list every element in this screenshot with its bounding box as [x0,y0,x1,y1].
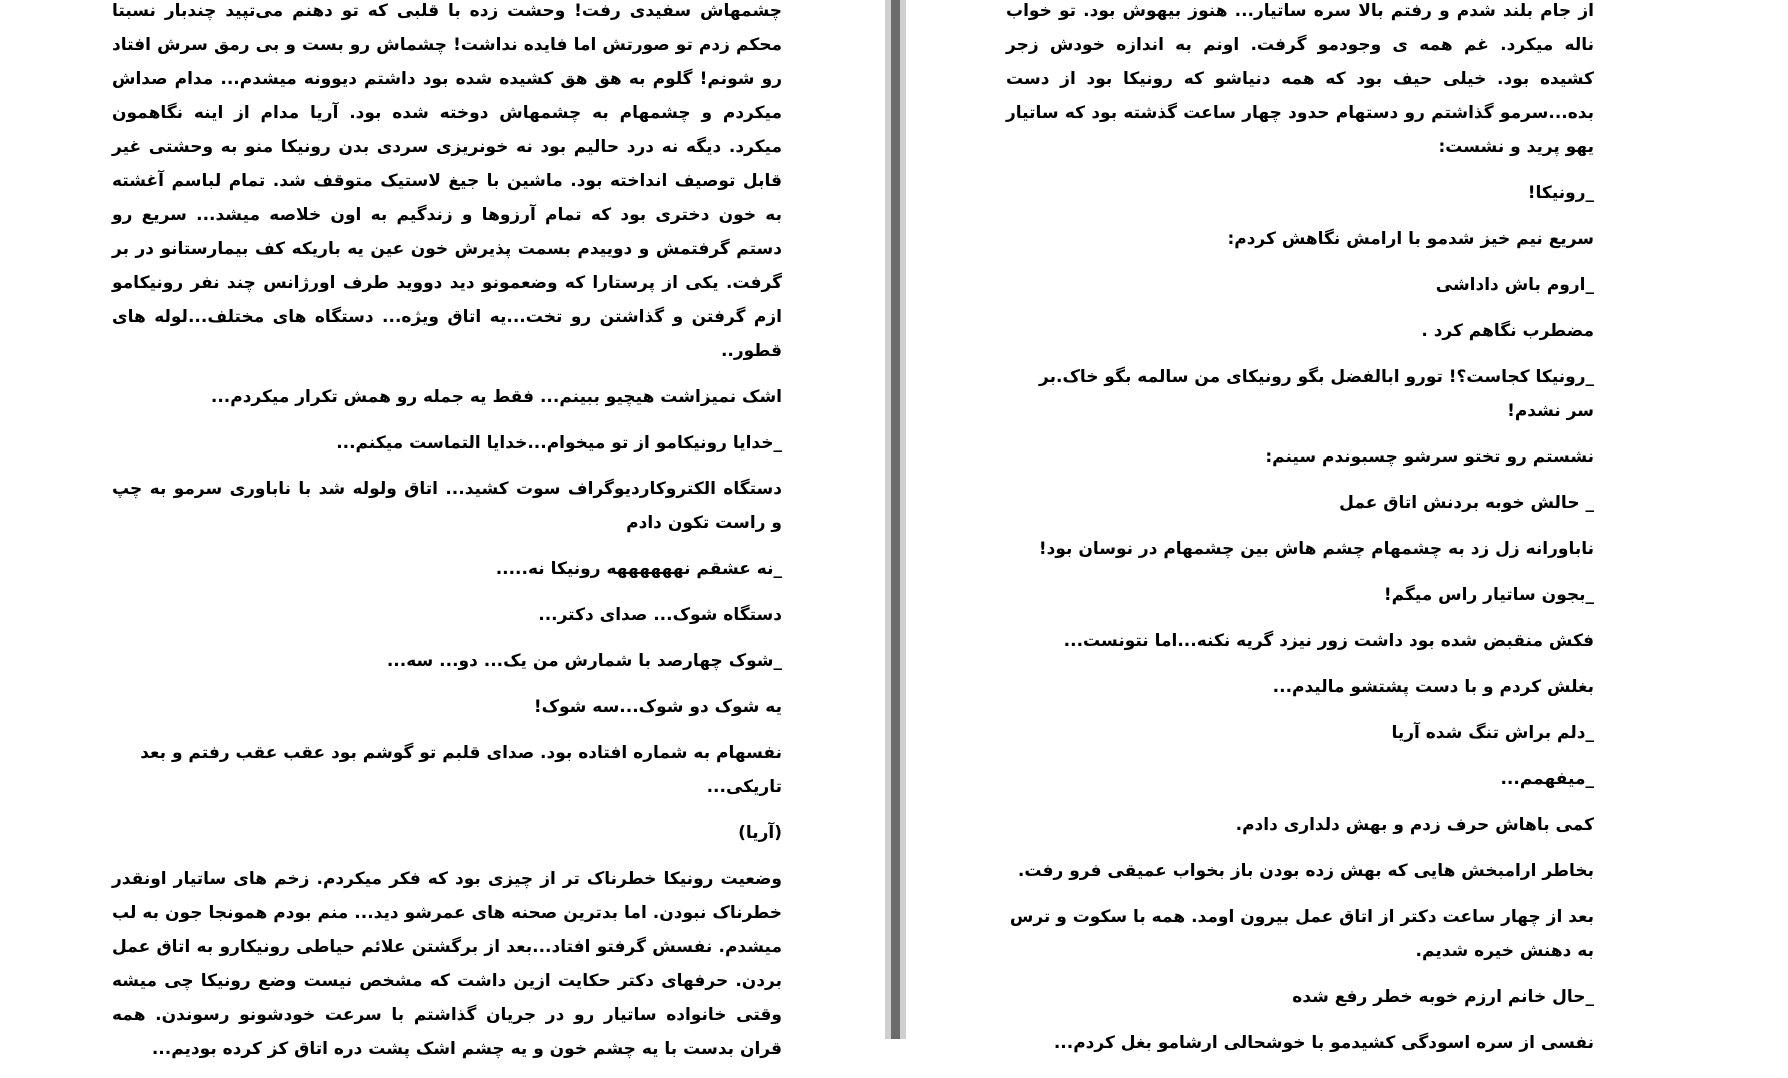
paragraph: _میفهمم... [1500,769,1594,789]
paragraph: وضعیت رونیکا خطرناک تر از چیزی بود که فکر میکردم. زخم های ساتیار اونقدر خطرناک نبودن. اما بدترین صحنه های عمرشو دید... منم بودم همونجا جون به لب میشدم. نفسش گرفتو افتاد...بعد از برگشتن علائم حیاطی رونیکارو به اتاق عمل بردن. حرفهای دکتر حکایت ازین داشت که مشخص نیست وضع رونیکا چی میشه وقتی خانواده ساتیار رو در جریان گذاشتم با سرعت خودشونو رسوندن. همه قران بدست با یه چشم خون و یه چشم اشک پشت دره اتاق کز کرده بودیم... [112,869,782,1059]
paragraph: _اروم باش داداشی [1435,275,1594,295]
paragraph: سریع نیم خیز شدمو با ارامش نگاهش کردم: [1227,229,1594,249]
paragraph: کمی باهاش حرف زدم و بهش دلداری دادم. [1235,815,1594,835]
page-divider [891,0,900,1039]
paragraph: _نه عشقم نههههههه رونیکا نه..... [495,559,782,579]
paragraph: _حال خانم ارزم خوبه خطر رفع شده [1292,987,1594,1007]
paragraph: فکش منقبض شده بود داشت زور نیزد گریه نکنه...اما نتونست... [1063,631,1594,651]
right-page-text [1006,0,1594,1072]
paragraph: _بجون ساتیار راس میگم! [1383,585,1594,605]
paragraph: دستگاه الکتروکاردیوگراف سوت کشید... اتاق ولوله شد با ناباوری سرمو به چپ و راست تکون دادم [112,479,782,533]
paragraph: ناباورانه زل زد به چشمهام چشم هاش بین چشمهام در نوسان بود! [1038,539,1594,559]
paragraph: از جام بلند شدم و رفتم بالا سره ساتیار... هنوز بیهوش بود. تو خواب ناله میکرد. غم همه ی وجودمو گرفت. اونم به اندازه خودش زجر کشیده بود. خیلی حیف بود که همه دنیاشو که رونیکا بود از دست بده...سرمو گذاشتم رو دستهام حدود چهار ساعت گذشته بود که ساتیار یهو پرید و نشست: [1006,1,1594,157]
section-heading: (آریا) [738,823,782,843]
paragraph: نشستم رو تختو سرشو چسبوندم سینم: [1265,447,1594,467]
paragraph: _شوک چهارصد با شمارش من یک... دو... سه... [386,651,782,671]
paragraph: _رونیکا! [1527,183,1594,203]
paragraph: _خدایا رونیکامو از تو میخوام...خدایا التماست میکنم... [336,433,782,453]
paragraph: _ حالش خوبه بردنش اتاق عمل [1339,493,1594,513]
paragraph: نفسی از سره اسودگی کشیدمو با خوشحالی ارشامو بغل کردم... [1053,1033,1594,1053]
right-page [906,0,1788,1053]
paragraph: یه شوک دو شوک...سه شوک! [533,697,782,717]
paragraph: _دلم براش تنگ شده آریا [1391,723,1594,743]
left-page [0,0,885,1059]
left-page-text [112,0,782,1078]
paragraph: بعد از چهار ساعت دکتر از اتاق عمل بیرون اومد. همه با سکوت و ترس به دهنش خیره شدیم. [1009,907,1594,961]
paragraph: اشک نمیزاشت هیچیو ببینم... فقط یه جمله رو همش تکرار میکردم... [210,387,782,407]
paragraph: دستگاه شوک... صدای دکتر... [538,605,782,625]
paragraph: بغلش کردم و با دست پشتشو مالیدم... [1272,677,1594,697]
paragraph: بخاطر ارامبخش هایی که بهش زده بودن باز بخواب عمیقی فرو رفت. [1017,861,1594,881]
paragraph: _رونیکا کجاست؟! تورو ابالفضل بگو رونیکای من سالمه بگو خاک.بر سر نشدم! [1039,367,1594,421]
paragraph: نفسهام به شماره افتاده بود. صدای قلبم تو گوشم بود عقب عقب رفتم و بعد تاریکی... [140,743,782,797]
paragraph: چشمهاش سفیدی رفت! وحشت زده با قلبی که تو دهنم می‌تپید چندبار نسبتا محکم زدم تو صورتش اما فایده نداشت! چشماش رو بست و بی رمق سرش افتاد رو شونم! گلوم به هق هق کشیده شده بود داشتم دیوونه میشدم... مدام صداش میکردم و چشمهام به چشمهاش دوخته شده بود. آریا مدام از اینه نگاهمون میکرد. دیگه نه درد حالیم بود نه خونریزی سردی بدن رونیکا منو به وحشتی غیر قابل توصیف انداخته بود. ماشین با جیغ لاستیک متوقف شد. تمام لباسم آغشته به خون دختری بود که تمام آرزوها و زندگیم به اون خلاصه میشد... سریع رو دستم گرفتمش و دوییدم بسمت پذیرش خون عین یه باریکه کف بیمارستانو در بر گرفت. یکی از پرستارا که وضعمونو دید دووید طرف اورژانس چند نفر رونیکامو ازم گرفتن و گذاشتن رو تخت...یه اتاق ویژه... دستگاه های مختلف...لوله های قطور.. [112,1,782,361]
paragraph: مضطرب نگاهم کرد . [1421,321,1594,341]
